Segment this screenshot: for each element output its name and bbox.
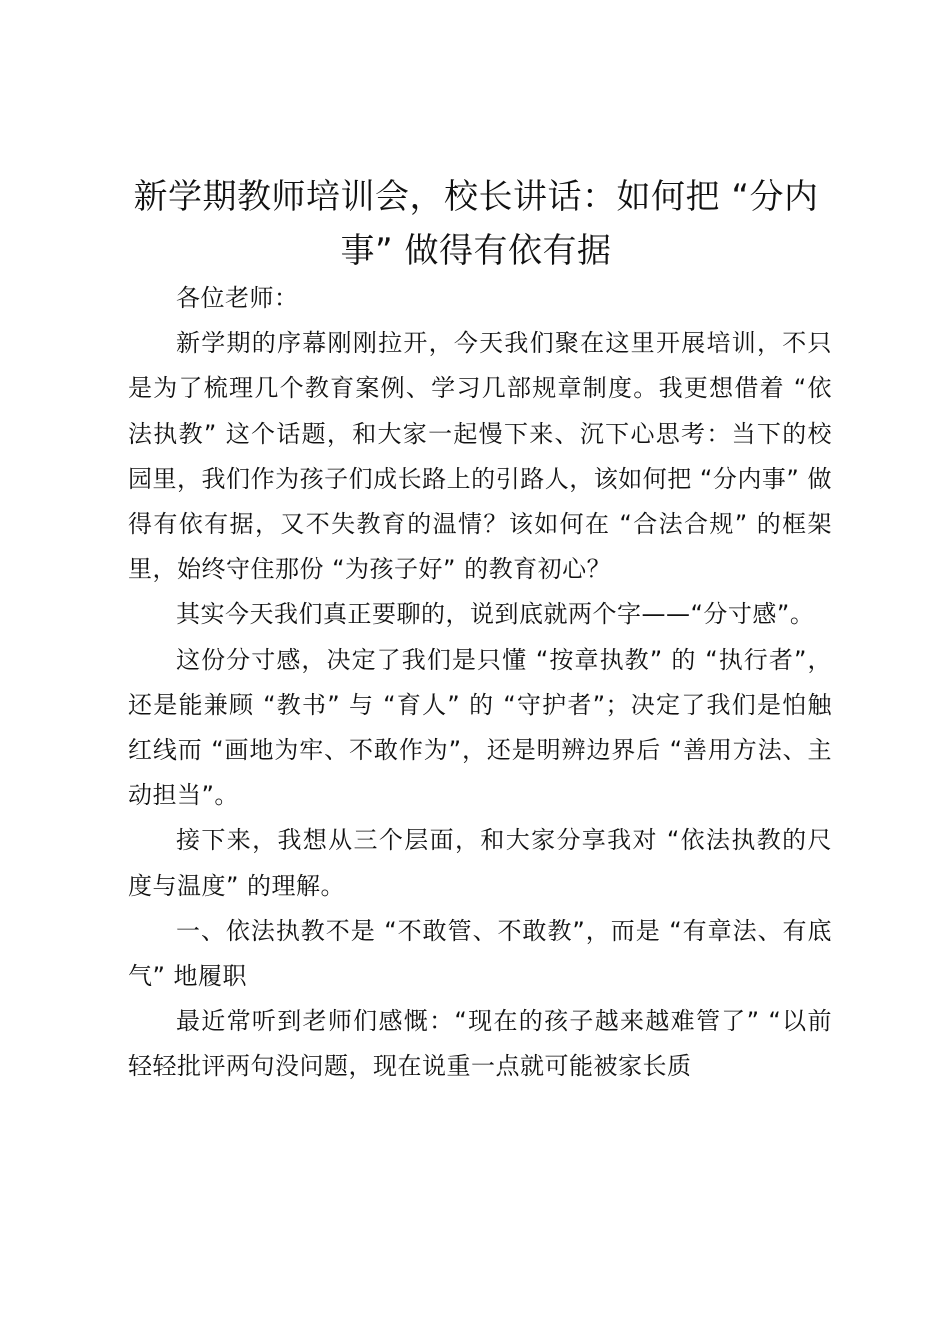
paragraph-executor-vs-guardian: 这份分寸感，决定了我们是只懂 “按章执教” 的 “执行者”，还是能兼顾 “教书” 与 “育人” 的 “守护者”；决定了我们是怕触红线而 “画地为牢、不敢作为”，还是明辨边界后 “善用方法、主动担当”。 bbox=[128, 645, 832, 810]
paragraph-intro: 新学期的序幕刚刚拉开，今天我们聚在这里开展培训，不只是为了梳理几个教育案例、学习几部规章制度。我更想借着 “依法执教” 这个话题，和大家一起慢下来、沉下心思考：当下的校园里，我们作为孩子们成长路上的引路人，该如何把 “分内事” 做得有依有据，又不失教育的温情？该如何在 “合法合规” 的框架里，始终守住那份 “为孩子好” 的教育初心？ bbox=[128, 329, 832, 584]
section-heading-1: 一、依法执教不是 “不敢管、不敢教”，而是 “有章法、有底气” 地履职 bbox=[128, 916, 832, 991]
paragraph-three-levels: 接下来，我想从三个层面，和大家分享我对 “依法执教的尺度与温度” 的理解。 bbox=[128, 826, 832, 900]
paragraph-salutation: 各位老师： bbox=[176, 284, 299, 312]
paragraph-teacher-complaints: 最近常听到老师们感慨：“现在的孩子越来越难管了” “以前轻轻批评两句没问题，现在说重一点就可能被家长质 bbox=[128, 1007, 832, 1081]
document-body bbox=[128, 276, 832, 1090]
paragraph-sense-of-proportion: 其实今天我们真正要聊的，说到底就两个字——“分寸感”。 bbox=[176, 600, 815, 629]
document-title: 新学期教师培训会，校长讲话：如何把 “分内事” 做得有依有据 bbox=[133, 177, 819, 271]
